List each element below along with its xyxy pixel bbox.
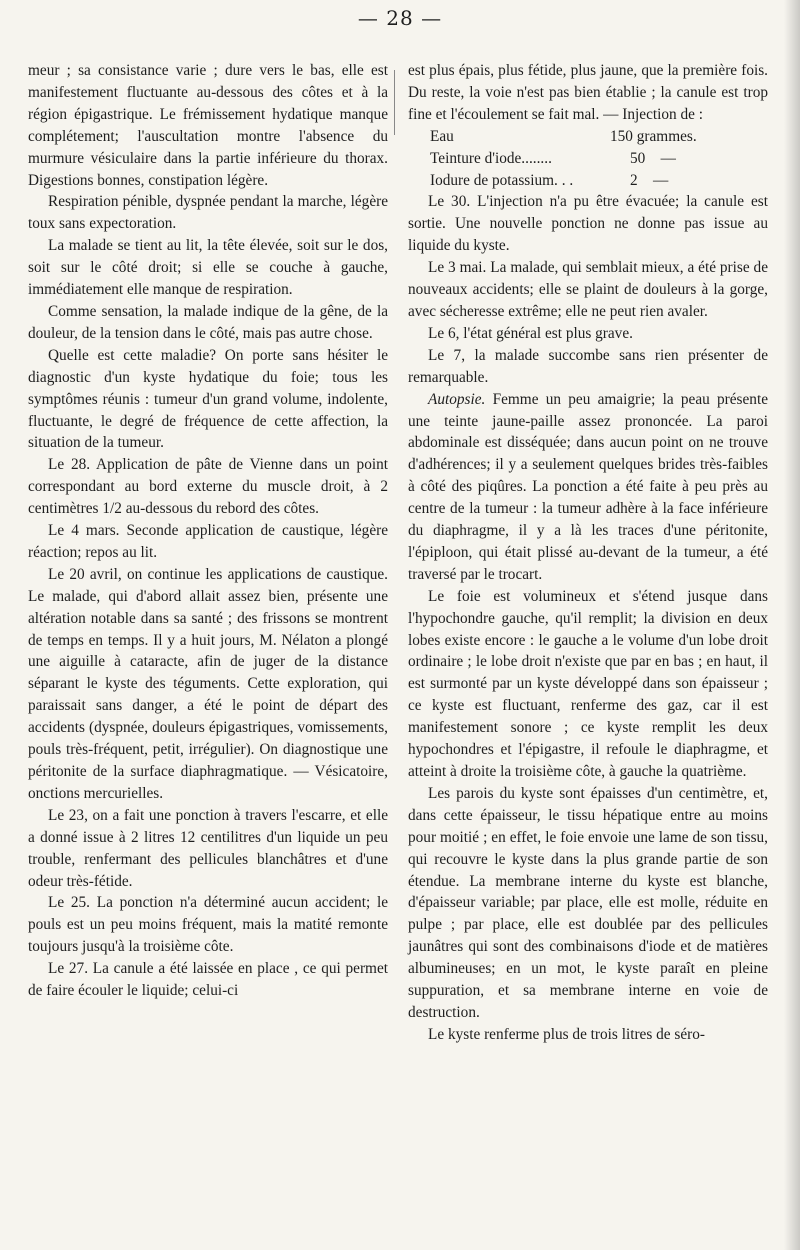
paragraph: [408, 586, 768, 783]
paragraph-text: Femme un peu amaigrie; la peau présente une teinte jaune-paille assez prononcée. La paroi abdominale est disséquée; dans aucun point on ne trouve d'adhérences; il y a seulement quelques brides très-faibles à côté des piqûres. La ponction a été faite à peu près au centre de la tumeur : la tumeur adhère à la face inférieure du diaphragme, il y a là les traces d'une péritonite, l'épiploon, qui était plissé au-devant de la tumeur, a été traversé par le trocart.: [408, 390, 768, 583]
prescription-list: [430, 126, 768, 192]
left-column: [28, 60, 388, 1002]
prescription-row: [430, 170, 768, 192]
paragraph: [28, 892, 388, 958]
paragraph: [408, 345, 768, 389]
paragraph: [408, 257, 768, 323]
ingredient-quantity: 50 —: [630, 149, 676, 167]
paragraph: [408, 191, 768, 257]
paragraph-text: est plus épais, plus fétide, plus jaune, que la première fois. Du reste, la voie n'est pas bien établie ; la canule est trop fine et l'écoulement se fait mal. — Injection de :: [408, 62, 768, 123]
prescription-row: [430, 126, 768, 148]
ingredient-quantity: 2 —: [630, 171, 669, 189]
paragraph-text: Le kyste renferme plus de trois litres de séro-: [428, 1025, 705, 1043]
paragraph-text: Le 3 mai. La malade, qui semblait mieux, a été prise de nouveaux accidents; elle se plaint de douleurs à la gorge, avec sécheresse extrême; elle ne peut rien avaler.: [408, 259, 768, 320]
paragraph-text: Quelle est cette maladie? On porte sans hésiter le diagnostic d'un kyste hydatique du foie; tous les symptômes réunis : tumeur d'un grand volume, indolente, fluctuante, le degré de fréquence de cette affection, la situation de la tumeur.: [28, 346, 388, 452]
paragraph-text: Respiration pénible, dyspnée pendant la marche, légère toux sans expectoration.: [28, 193, 388, 233]
paragraph: [28, 235, 388, 301]
paragraph: [28, 454, 388, 520]
paragraph: [408, 389, 768, 586]
paragraph-text: La malade se tient au lit, la tête élevée, soit sur le dos, soit sur le côté droit; si elle se couche à gauche, immédiatement elle manque de respiration.: [28, 237, 388, 299]
paragraph-text: Le 4 mars. Seconde application de caustique, légère réaction; repos au lit.: [28, 522, 388, 561]
paragraph-text: Les parois du kyste sont épaisses d'un centimètre, et, dans cette épaisseur, le tissu hépatique entre au moins pour moitié ; en effet, le foie envoie une lame de son tissu, qui recouvre le kyste dans la plus grande partie de son étendue. La membrane interne du kyste est blanche, d'épaisseur variable; par place, elle est molle, réduite en pulpe ; par place, elle est doublée par des pellicules jaunâtres qui sont des combinaisons d'iode et de matières albumineuses; en un mot, le kyste paraît en pleine suppuration, et sa membrane interne en voie de destruction.: [408, 784, 768, 1021]
ingredient-name: Iodure de potassium. . .: [430, 171, 574, 189]
paragraph-text: Le 30. L'injection n'a pu être évacuée; la canule est sortie. Une nouvelle ponction ne donne pas issue au liquide du kyste.: [408, 193, 768, 255]
paragraph: [408, 323, 768, 345]
paragraph: [28, 191, 388, 235]
section-label: Autopsie.: [428, 390, 486, 408]
ingredient-name: Eau: [430, 127, 454, 145]
paragraph-text: Le 25. La ponction n'a déterminé aucun accident; le pouls est un peu moins fréquent, mais la matité remonte toujours jusqu'à la troisième côte.: [28, 894, 388, 956]
paragraph-text: Comme sensation, la malade indique de la gêne, de la douleur, de la tension dans le côté, mais pas autre chose.: [28, 302, 388, 342]
paragraph: [408, 60, 768, 126]
paragraph: [28, 805, 388, 893]
paragraph-text: Le 28. Application de pâte de Vienne dans un point correspondant au bord externe du muscle droit, à 2 centimètres 1/2 au-dessous du rebord des côtes.: [28, 456, 388, 518]
paragraph-text: Le 23, on a fait une ponction à travers l'escarre, et elle a donné issue à 2 litres 12 centilitres d'un liquide un peu trouble, renfermant des pellicules blanchâtres et d'une odeur très-fétide.: [28, 806, 388, 890]
paragraph: [28, 520, 388, 564]
paragraph-text: Le 20 avril, on continue les applications de caustique. Le malade, qui d'abord allait assez bien, présente une altération notable dans sa santé ; des frissons se montrent de temps en temps. Il y a huit jours, M. Nélaton a plongé une aiguille à cataracte, afin de juger de la distance séparant le kyste des téguments. Cette exploration, qui paraissait sans danger, a été le point de départ des accidents (dyspnée, douleurs épigastriques, vomissements, pouls très-fréquent, petit, irrégulier). On diagnostique une péritonite de la surface diaphragmatique. — Vésicatoire, onctions mercurielles.: [28, 565, 388, 802]
paragraph: [28, 345, 388, 455]
ingredient-name: Teinture d'iode........: [430, 149, 552, 167]
paragraph-text: Le foie est volumineux et s'étend jusque dans l'hypochondre gauche, qu'il remplit; la division en deux lobes existe encore : le gauche a le volume d'un lobe droit ordinaire ; le lobe droit n'existe que par en bas ; en haut, il est surmonté par un kyste développé dans son épaisseur ; ce kyste est fluctuant, renferme des gaz, car il est manifestement sonore ; ce kyste remplit les deux hypochondres et l'épigastre, il refoule le diaphragme, et atteint à droite la troisième côte, à gauche la quatrième.: [408, 587, 768, 780]
paragraph-text: Le 27. La canule a été laissée en place , ce qui permet de faire écouler le liquide; celui-ci: [28, 960, 388, 1000]
paragraph: [408, 1024, 768, 1046]
right-column: [408, 60, 768, 1046]
paragraph-text: Le 7, la malade succombe sans rien présenter de remarquable.: [408, 346, 768, 386]
ingredient-quantity: 150 grammes.: [610, 127, 697, 145]
paragraph: [28, 301, 388, 345]
gutter-line: [394, 70, 395, 135]
page-number: — 28 —: [357, 6, 443, 30]
paragraph-text: Le 6, l'état général est plus grave.: [428, 324, 633, 342]
paragraph-text: meur ; sa consistance varie ; dure vers le bas, elle est manifestement fluctuante au-dessous des côtes et à la région épigastrique. Le frémissement hydatique manque complétement; l'auscultation montre l'absence du murmure vésiculaire dans la partie inférieure du thorax. Digestions bonnes, constipation légère.: [28, 62, 388, 189]
paragraph: [28, 564, 388, 805]
paragraph: [28, 958, 388, 1002]
page-edge-shadow: [784, 0, 800, 1250]
paragraph: [408, 783, 768, 1024]
paragraph: [28, 60, 388, 191]
prescription-row: [430, 148, 768, 170]
